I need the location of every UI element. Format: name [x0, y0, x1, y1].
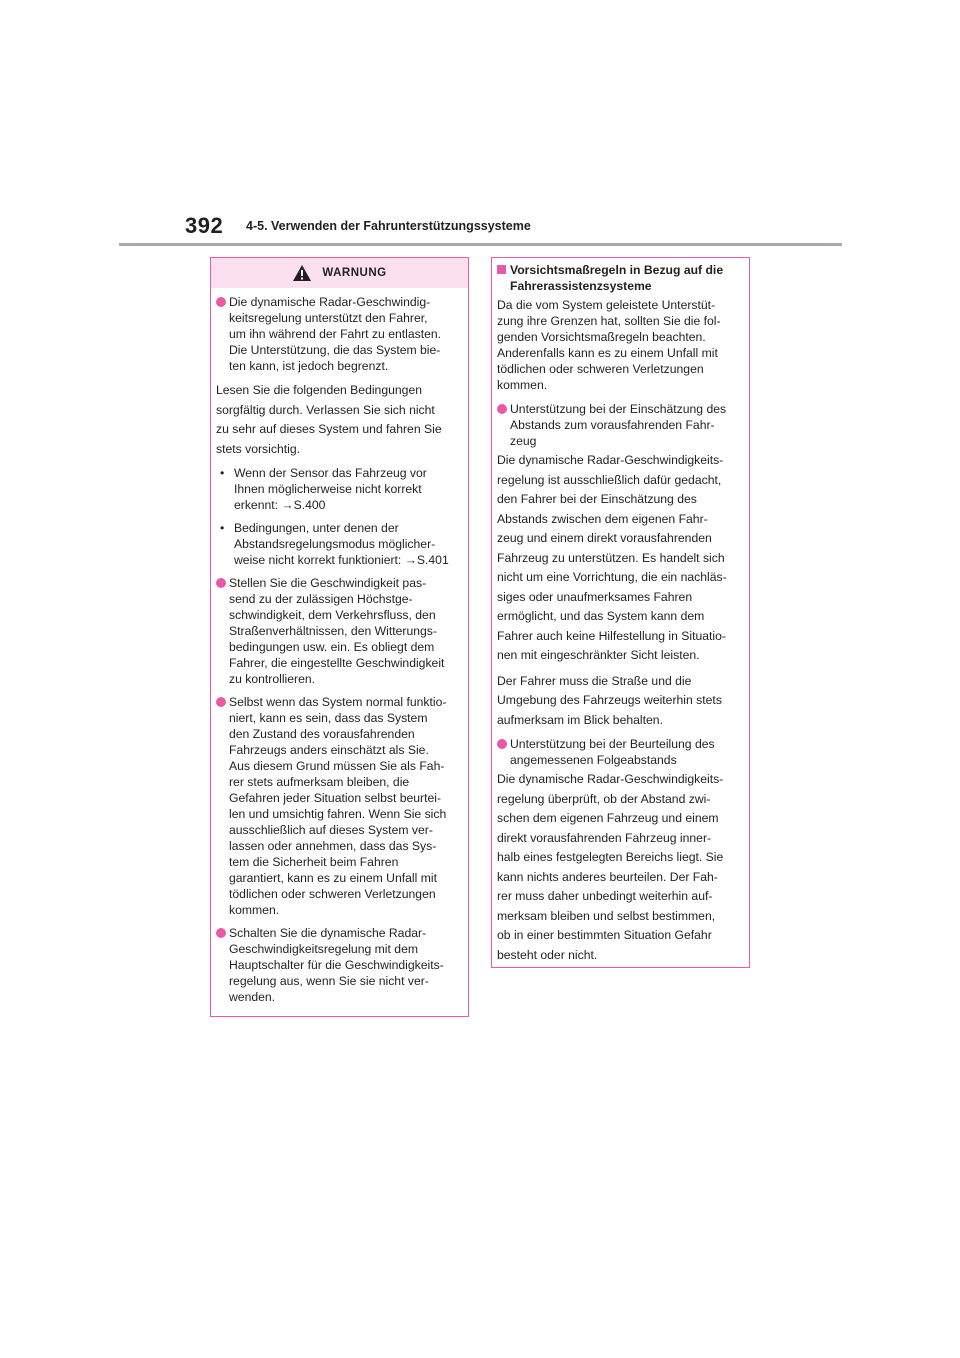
- warning-paragraph: Lesen Sie die folgenden Bedingungen sorgfältig durch. Verlassen Sie sich nicht zu sehr auf dieses System und fahren Sie stets vorsichtig.: [216, 383, 442, 456]
- bullet-text: Schalten Sie die dynamische Radar- Geschwindigkeitsregelung mit dem Hauptschalter für die Geschwindigkeits- regelung aus, wenn Sie sie nicht ver- wenden.: [229, 926, 444, 1004]
- bullet-item: [216, 694, 462, 918]
- square-bullet-icon: [497, 265, 506, 274]
- bullet-text: Die dynamische Radar-Geschwindig- keitsregelung unterstützt den Fahrer, um ihn während der Fahrt zu entlasten. Die Unterstützung, die das System bie- ten kann, ist jedoch begrenzt.: [229, 295, 442, 373]
- bullet-dot-icon: [216, 928, 226, 938]
- dash-text: Wenn der Sensor das Fahrzeug vor Ihnen möglicherweise nicht korrekt erkennt: →S.400: [234, 466, 427, 512]
- header-rule: [119, 243, 842, 246]
- bullet-dot-icon: [497, 739, 507, 749]
- bullet-text: Unterstützung bei der Beurteilung des angemessenen Folgeabstands: [510, 737, 715, 767]
- bullet-dot-icon: [216, 578, 226, 588]
- bullet-dot-icon: [216, 697, 226, 707]
- bullet-item: [216, 294, 462, 374]
- warning-header: [211, 258, 468, 288]
- bullet-text: Unterstützung bei der Einschätzung des Abstands zum vorausfahrenden Fahr- zeug: [510, 402, 727, 448]
- precautions-intro: Da die vom System geleistete Unterstüt- zung ihre Grenzen hat, sollten Sie die fol- genden Vorsichtsmaßregeln beachten. Anderenfalls kann es zu einem Unfall mit tödlichen oder schweren Verletzungen kommen.: [497, 298, 721, 392]
- precautions-heading: Vorsichtsmaßregeln in Bezug auf die Fahrerassistenzsysteme: [497, 262, 743, 294]
- precautions-paragraph: Die dynamische Radar-Geschwindigkeits- regelung überprüft, ob der Abstand zwi- schen dem eigenen Fahrzeug und einem direkt vorausfahrenden Fahrzeug inner- halb eines festgelegten Bereichs liegt. Sie kann nichts anderes beurteilen. Der Fah- rer muss daher unbedingt weiterhin auf- merksam bleiben und selbst bestimmen, ob in einer bestimmten Situation Gefahr besteht oder nicht.: [497, 772, 724, 962]
- bullet-item: [497, 401, 743, 449]
- warning-triangle-icon: [292, 264, 312, 282]
- bullet-item: [497, 736, 743, 768]
- dash-item: • Wenn der Sensor das Fahrzeug vor Ihnen möglicherweise nicht korrekt erkennt: →S.400: [216, 465, 462, 513]
- bullet-dot-icon: [497, 404, 507, 414]
- section-title: 4-5. Verwenden der Fahrunterstützungssysteme: [246, 219, 531, 233]
- bullet-dot-icon: [216, 297, 226, 307]
- bullet-text: Stellen Sie die Geschwindigkeit pas- send zu der zulässigen Höchstge- schwindigkeit, dem Verkehrsfluss, den Straßenverhältnissen, den Witterungs- bedingungen usw. ein. Es obliegt dem Fahrer, die eingestellte Geschwindigkeit zu kontrollieren.: [229, 576, 445, 686]
- bullet-item: [216, 925, 462, 1005]
- precautions-box: [491, 257, 750, 968]
- bullet-text: Selbst wenn das System normal funktio- niert, kann es sein, dass das System den Zustand des vorausfahrenden Fahrzeugs anders einschätzt als Sie. Aus diesem Grund müssen Sie als Fah- rer stets aufmerksam bleiben, die Gefahren jeder Situation selbst beurtei- len und umsichtig fahren. Wenn Sie sich ausschließlich auf dieses System ver- lassen oder annehmen, dass das Sys- tem die Sicherheit beim Fahren garantiert, kann es zu einem Unfall mit tödlichen oder schweren Verletzungen kommen.: [229, 695, 447, 917]
- warning-content: [211, 288, 468, 1005]
- warning-title: WARNUNG: [322, 267, 387, 279]
- dash-item: • Bedingungen, unter denen der Abstandsregelungsmodus möglicher- weise nicht korrekt funktioniert: →S.401: [216, 520, 462, 568]
- precautions-paragraph: Die dynamische Radar-Geschwindigkeits- regelung ist ausschließlich dafür gedacht, den Fahrer bei der Einschätzung des Abstands zwischen dem eigenen Fahr- zeug und einem direkt vorausfahrenden Fahrzeug zu unterstützen. Es handelt sich nicht um eine Vorrichtung, die ein nachläs- siges oder unaufmerksames Fahren ermöglicht, und das System kann dem Fahrer auch keine Hilfestellung in Situatio- nen mit eingeschränkter Sicht leisten.: [497, 453, 727, 662]
- dash-text: Bedingungen, unter denen der Abstandsregelungsmodus möglicher- weise nicht korrekt funktioniert: →S.401: [234, 521, 449, 567]
- precautions-paragraph: Der Fahrer muss die Straße und die Umgebung des Fahrzeugs weiterhin stets aufmerksam im Blick behalten.: [497, 673, 722, 727]
- page-number: 392: [185, 213, 224, 238]
- bullet-item: [216, 575, 462, 687]
- warning-box: [210, 257, 469, 1017]
- precautions-content: [492, 258, 749, 965]
